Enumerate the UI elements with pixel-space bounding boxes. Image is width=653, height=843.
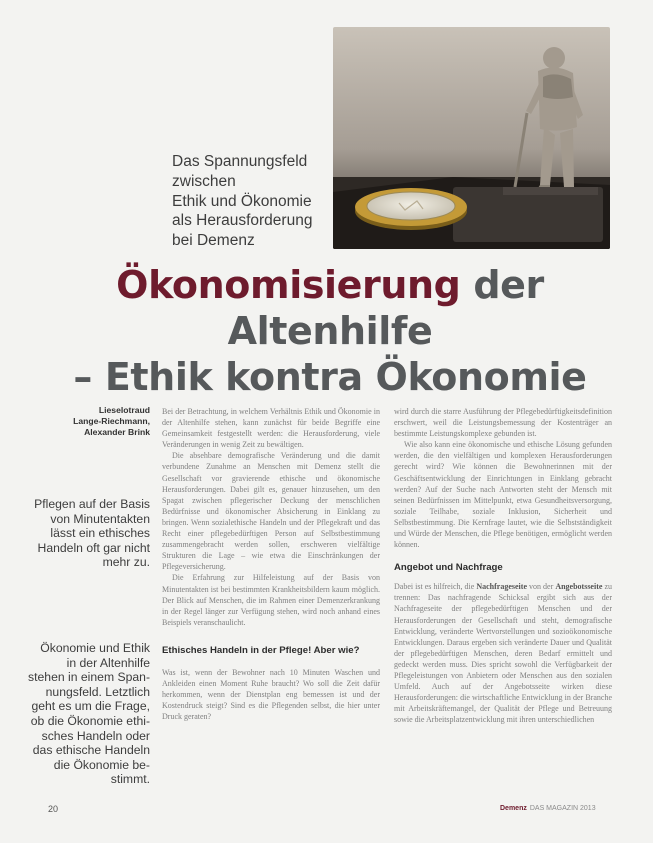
author-line: Alexander Brink xyxy=(84,427,150,438)
body-paragraph: wird durch die starre Ausführung der Pflegebedürftigkeitsdefinition erschwert, weil die Leistungsbemessung der Kostenträger an bestimmte Leistungskomplexe gebunden ist. xyxy=(394,407,612,439)
page-number: 20 xyxy=(48,804,59,814)
body-text: Dabei ist es hilfreich, die xyxy=(394,582,477,592)
subtitle-line: bei Demenz xyxy=(172,232,255,250)
pull-quote-line: Ökonomie und Ethik xyxy=(40,641,150,655)
body-paragraph: Was ist, wenn der Bewohner nach 10 Minuten Waschen und Ankleiden einen Moment Ruhe braucht? Wo soll die Zeit dafür herkommen, wenn der Dienstplan eng bemessen ist und der Kostendruck steigt? Sind es die Pflegenden selbst, die hier unter Druck geraten? xyxy=(162,667,380,722)
author-line: Lange-Riechmann, xyxy=(73,416,150,427)
article-subtitle xyxy=(172,152,332,251)
body-column-1 xyxy=(162,406,380,722)
headline-line2: – Ethik kontra Ökonomie xyxy=(73,355,587,399)
pull-quote-line: stehen in einem Span- xyxy=(28,670,150,685)
pull-quote-line: ob die Ökonomie ethi- xyxy=(30,713,150,728)
subtitle-line: zwischen xyxy=(172,172,236,190)
body-text: von der xyxy=(527,582,556,592)
body-paragraph: Die Erfahrung zur Hilfeleistung auf der Basis von Minutentakten ist bei bestimmten Krankheitsbildern kaum möglich. Der Blick auf Menschen, die im Rahmen einer Demenzerkrankung in der Regel länger zur Verfügung stehen, wird noch anhand eines Beispiels veranschaulicht. xyxy=(162,573,380,627)
pull-quote-line: Handeln oft gar nicht xyxy=(37,540,150,555)
subtitle-line: als Herausforderung xyxy=(172,212,313,230)
pull-quote-2 xyxy=(22,641,150,787)
body-paragraph: Wie also kann eine ökonomische und ethische Lösung gefunden werden, die den vielfältigen und komplexen Herausforderungen gerecht wird? Wie können die Bewohnerinnen mit der Geschäftsentwicklung der Einrichtungen in Einklang gebracht werden? Auf der Suche nach Antworten steht der Mensch mit seinen Bedürfnissen im Mittelpunkt, etwa Gesundheitsversorgung, soziale Teilhabe, soziale Inklusion, Sicherheit und Selbstbestimmung. Die Kernfrage lautet, wie die Selbstständigkeit und Würde der Menschen, die Pflege benötigen, ermöglicht werden können. xyxy=(394,440,612,550)
magazine-issue: DAS MAGAZIN 2013 xyxy=(529,805,596,812)
subtitle-line: Ethik und Ökonomie xyxy=(172,192,312,210)
section-heading: Angebot und Nachfrage xyxy=(394,562,503,574)
pull-quote-line: Pflegen auf der Basis xyxy=(34,497,150,511)
article-authors xyxy=(60,405,150,439)
body-paragraph: Die absehbare demografische Veränderung und die damit verbundene Zunahme an Menschen mit Demenz stellt die Gesellschaft vor gravierende ethische und ökonomische Herausforderungen. Dabei gilt es, genauer hinzusehen, um den Spagat zwischen pflegerischer Deckung der menschlichen Bedürfnisse und ökonomischer Absicherung in Einklang zu bringen. Wenn sozialethische Handeln und der Pflegekraft und das Recht einer pflegebedürftigen Person auf Selbstbestimmung zusammengebracht werden sollen, erschweren vielfältige Strukturen die Lage – wie etwa die Einschränkungen der Pflegeversicherung. xyxy=(162,451,380,572)
pull-quote-line: die Ökonomie be- xyxy=(53,757,150,772)
headline-rest: der Altenhilfe xyxy=(227,263,544,353)
body-paragraph: Bei der Betrachtung, in welchem Verhältnis Ethik und Ökonomie in der Altenhilfe stehen, kann zunächst für beide Begriffe eine Gemeinsamkeit festgestellt werden: die Herausforderung, viele Veränderungen in wenig Zeit zu bewältigen. xyxy=(162,407,380,450)
pull-quote-1 xyxy=(22,497,150,570)
article-headline xyxy=(20,262,640,400)
section-heading: Ethisches Handeln in der Pflege! Aber wie? xyxy=(162,644,360,656)
pull-quote-line: lässt ein ethisches xyxy=(50,526,150,541)
body-paragraph xyxy=(394,581,612,725)
pull-quote-line: in der Altenhilfe xyxy=(66,655,150,670)
pull-quote-line: das ethische Handeln xyxy=(32,743,150,758)
pull-quote-line: stimmt. xyxy=(110,772,150,787)
pull-quote-line: von Minutentakten xyxy=(50,511,150,526)
pull-quote-line: mehr zu. xyxy=(102,555,150,570)
pull-quote-line: geht es um die Frage, xyxy=(31,699,150,714)
pull-quote-line: nungsfeld. Letztlich xyxy=(45,684,150,699)
header-photo-figurine-with-coin xyxy=(333,27,610,249)
body-column-2 xyxy=(394,406,612,725)
emphasis-term: Angebotsseite xyxy=(555,582,603,592)
footer-magazine xyxy=(500,805,596,812)
magazine-name: Demenz xyxy=(500,805,527,812)
headline-highlight: Ökonomisierung xyxy=(116,263,461,307)
subtitle-line: Das Spannungsfeld xyxy=(172,153,308,170)
body-text: zu trennen: Das nachfragende Schicksal ergibt sich aus der Nachfrageseite der pflegebedürftigen Menschen und der Herausforderungen der Gesellschaft und steht, demografische Entwicklung, veränderte Wertvorstellungen und sozioökonomische Entwicklungen. Daraus ergeben sich veränderte Dauer und Qualität der pflegebedürftigen Menschen, deren Bedarf ermittelt und gedeckt werden muss. Dies spricht sowohl die Verfügbarkeit der Pflegeleistungen von Anbietern oder Menschen aus den sozialen Umfeld. Auch auf der Angebotsseite wirken diese Herausforderungen: die wirtschaftliche Entwicklung in der Branche mit Arbeitskräftemangel, der Qualität der Pflege und Betreuung sowie die Arbeitsplatzentwicklung mit ihren unterschiedlichen xyxy=(394,582,613,725)
pull-quote-line: sches Handeln oder xyxy=(41,728,150,743)
author-line: Lieselotraud xyxy=(98,405,150,415)
emphasis-term: Nachfrageseite xyxy=(476,582,527,592)
